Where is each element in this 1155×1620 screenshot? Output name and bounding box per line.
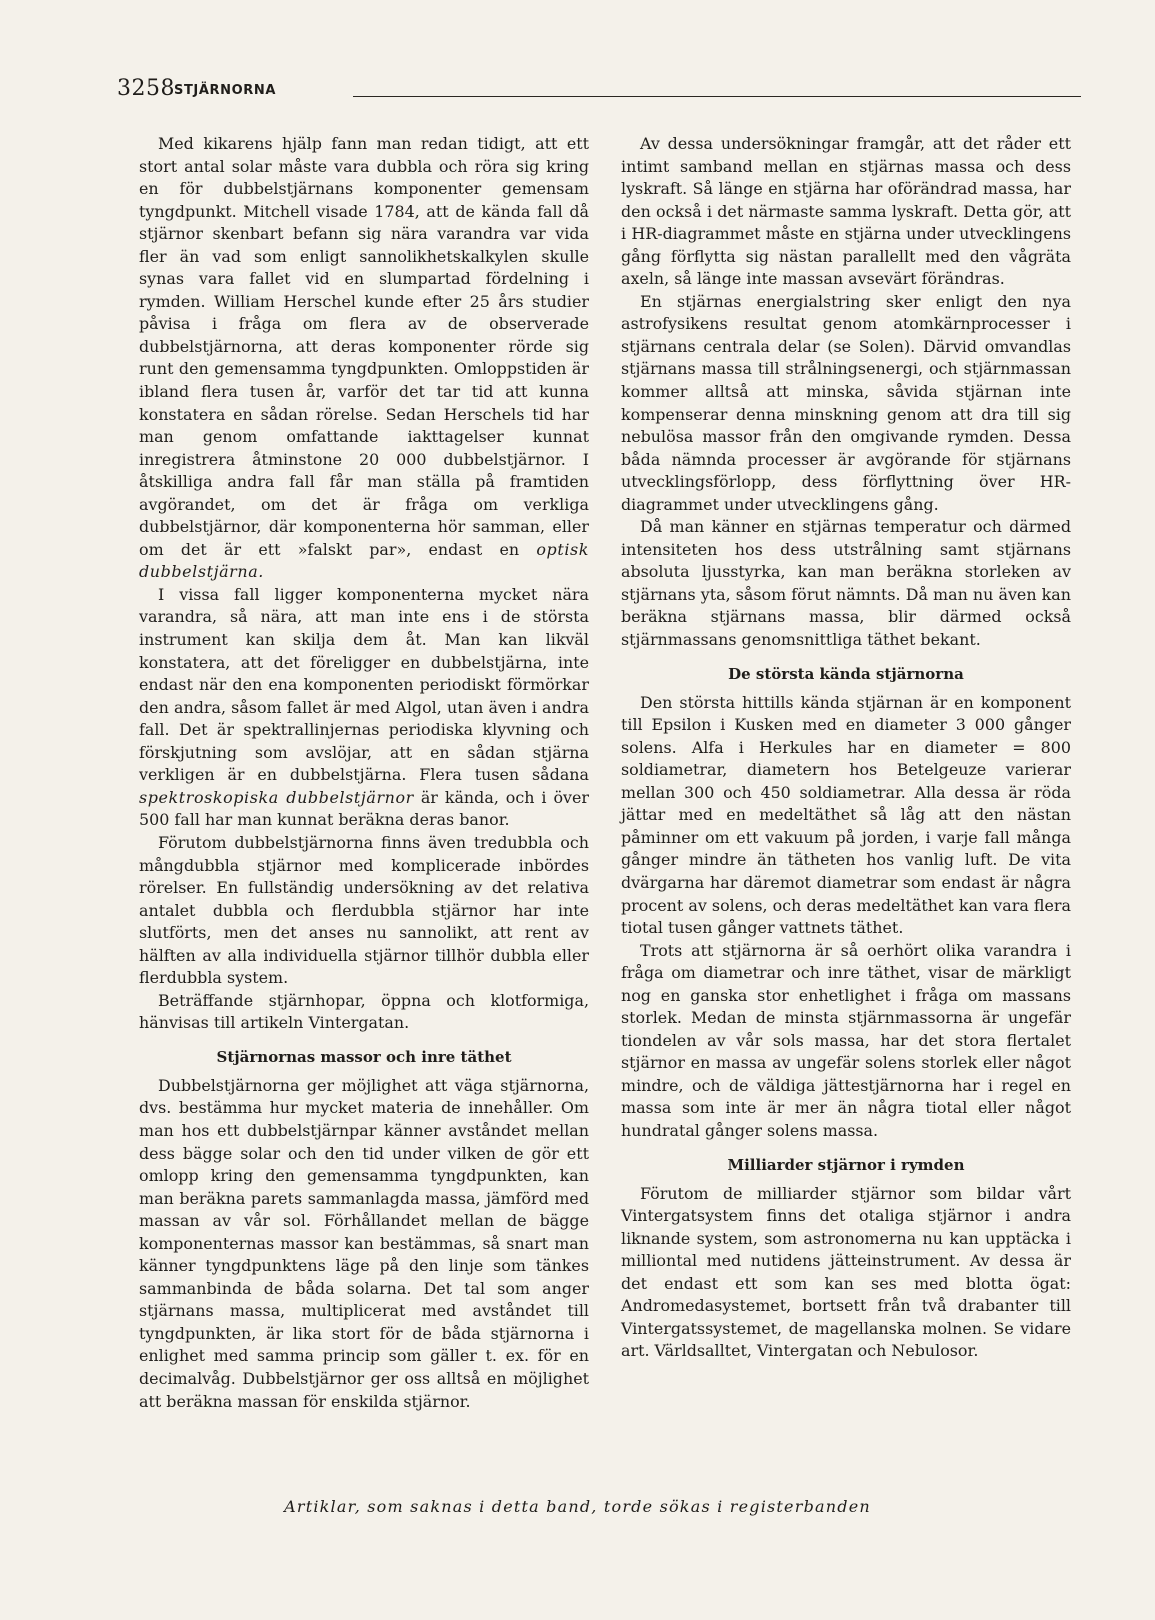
italic-term: optisk dubbelstjärna. bbox=[139, 539, 589, 582]
paragraph: Då man känner en stjärnas temperatur och därmed intensiteten hos dess utstrålning samt stjärnans absoluta ljusstyrka, kan man beräkna storleken av stjärnans yta, såsom förut nämnts. Då man nu även kan beräkna stjärnans massa, blir därmed också stjärnmassans genomsnittliga täthet bekant. bbox=[621, 517, 1071, 650]
italic-term: spektroskopiska dubbelstjärnor bbox=[139, 787, 414, 807]
section-heading: Milliarder stjärnor i rymden bbox=[727, 1155, 965, 1174]
paragraph: Med kikarens hjälp fann man redan tidigt, att ett stort antal solar måste vara dubbla och röra sig kring en för dubbelstjärnans komponenter gemensam tyngdpunkt. Mitchell visade 1784, att de kända fall då stjärnor skenbart befann sig nära varandra var vida fler än vad som enligt sannolikhetskalkylen skulle synas vara fallet vid en slumpartad fördelning i rymden. William Herschel kunde efter 25 års studier påvisa i fråga om flera av de observerade dubbelstjärnorna, att deras komponenter rörde sig runt den gemensamma tyngdpunkten. Omloppstiden är ibland flera tusen år, varför det tar tid att kunna konstatera en sådan rörelse. Sedan Herschels tid har man genom omfattande iakttagelser kunnat inregistrera åtminstone 20 000 dubbelstjärnor. I åtskilliga andra fall får man ställa på framtiden avgörandet, om det är fråga om verkliga dubbelstjärnor, där komponenterna hör samman, eller om det är ett »falskt par», endast en optisk dubbelstjärna. bbox=[139, 134, 589, 582]
running-head: STJÄRNORNA bbox=[174, 83, 277, 98]
left-column bbox=[139, 133, 589, 1413]
paragraph: En stjärnas energialstring sker enligt den nya astrofysikens resultat genom atomkärnprocesser i stjärnans centrala delar (se Solen). Därvid omvandlas stjärnans massa till strålningsenergi, och stjärnmassan kommer alltså att minska, såvida stjärnan inte kompenserar denna minskning genom att dra till sig nebulösa massor från den omgivande rymden. Dessa båda nämnda processer är avgörande för stjärnans utvecklingsförlopp, dess förflyttning över HR-diagrammet under utvecklingens gång. bbox=[621, 291, 1071, 514]
section-heading: Stjärnornas massor och inre täthet bbox=[216, 1047, 512, 1066]
paragraph: I vissa fall ligger komponenterna mycket nära varandra, så nära, att man inte ens i de största instrument kan skilja dem åt. Man kan likväl konstatera, att det föreligger en dubbelstjärna, inte endast när den ena komponenten periodiskt förmörkar den andra, såsom fallet är med Algol, utan även i andra fall. Det är spektrallinjernas periodiska klyvning och förskjutning som avslöjar, att en sådan stjärna verkligen är en dubbelstjärna. Flera tusen sådana spektroskopiska dubbelstjärnor är kända, och i över 500 fall har man kunnat beräkna deras banor. bbox=[139, 584, 589, 830]
paragraph: Förutom de milliarder stjärnor som bildar vårt Vintergatsystem finns det otaliga stjärnor i andra liknande system, som astronomerna nu kan upptäcka i milliontal med nutidens jätteinstrument. Av dessa är det endast ett som kan ses med blotta ögat: Andromedasystemet, bortsett från två drabanter till Vintergatssystemet, de magellanska molnen. Se vidare art. Världsalltet, Vintergatan och Nebulosor. bbox=[621, 1183, 1071, 1361]
paragraph: Förutom dubbelstjärnorna finns även tredubbla och mångdubbla stjärnor med komplicerade inbördes rörelser. En fullständig undersökning av det relativa antalet dubbla och flerdubbla stjärnor har inte slutförts, men det anses nu sannolikt, att rent av hälften av alla individuella stjärnor tillhör dubbla eller flerdubbla system. bbox=[139, 832, 589, 988]
right-column bbox=[621, 133, 1071, 1363]
section-heading: De största kända stjärnorna bbox=[728, 664, 964, 683]
paragraph: Beträffande stjärnhopar, öppna och klotformiga, hänvisas till artikeln Vintergatan. bbox=[139, 990, 589, 1033]
footer-note: Artiklar, som saknas i detta band, torde sökas i registerbanden bbox=[284, 1497, 871, 1516]
paragraph: Dubbelstjärnorna ger möjlighet att väga stjärnorna, dvs. bestämma hur mycket materia de innehåller. Om man hos ett dubbelstjärnpar känner avståndet mellan dess bägge solar och den tid under vilken de gör ett omlopp kring den gemensamma tyngdpunkten, kan man beräkna parets sammanlagda massa, jämförd med massan av vår sol. Förhållandet mellan de bägge komponenternas massor kan bestämmas, så snart man känner tyngdpunktens läge på den linje som tänkes sammanbinda de båda solarna. Det tal som anger stjärnans massa, multiplicerat med avståndet till tyngdpunkten, är lika stort för de båda stjärnorna i enlighet med samma princip som gäller t. ex. för en decimalvåg. Dubbelstjärnor ger oss alltså en möjlighet att beräkna massan för enskilda stjärnor. bbox=[139, 1075, 589, 1411]
paragraph: Av dessa undersökningar framgår, att det råder ett intimt samband mellan en stjärnas massa och dess lyskraft. Så länge en stjärna har oförändrad massa, har den också i det närmaste samma lyskraft. Detta gör, att i HR-diagrammet måste en stjärna under utvecklingens gång förflytta sig nästan parallellt med den vågräta axeln, så länge inte massan avsevärt förändras. bbox=[621, 134, 1071, 289]
paragraph: Den största hittills kända stjärnan är en komponent till Epsilon i Kusken med en diameter 3 000 gånger solens. Alfa i Herkules har en diameter = 800 soldiametrar, diametern hos Betelgeuze varierar mellan 300 och 450 soldiametrar. Alla dessa är röda jättar med en medeltäthet så låg att den nästan påminner om ett vakuum på jorden, i varje fall många gånger mindre än tätheten hos vanlig luft. De vita dvärgarna har däremot diametrar som endast är några procent av solens, och deras medeltäthet kan vara flera tiotal tusen gånger vattnets täthet. bbox=[621, 692, 1071, 938]
page-header bbox=[117, 76, 1081, 106]
header-rule bbox=[353, 96, 1081, 97]
page-number: 3258 bbox=[117, 76, 175, 101]
paragraph: Trots att stjärnorna är så oerhört olika varandra i fråga om diametrar och inre täthet, visar de märkligt nog en ganska stor enhetlighet i fråga om massans storlek. Medan de minsta stjärnmassorna är ungefär tiondelen av vår sols massa, har det stora flertalet stjärnor en massa av ungefär solens storlek eller något mindre, och de väldiga jättestjärnorna har i regel en massa som inte är mer än några tiotal eller något hundratal gånger solens massa. bbox=[621, 940, 1071, 1140]
